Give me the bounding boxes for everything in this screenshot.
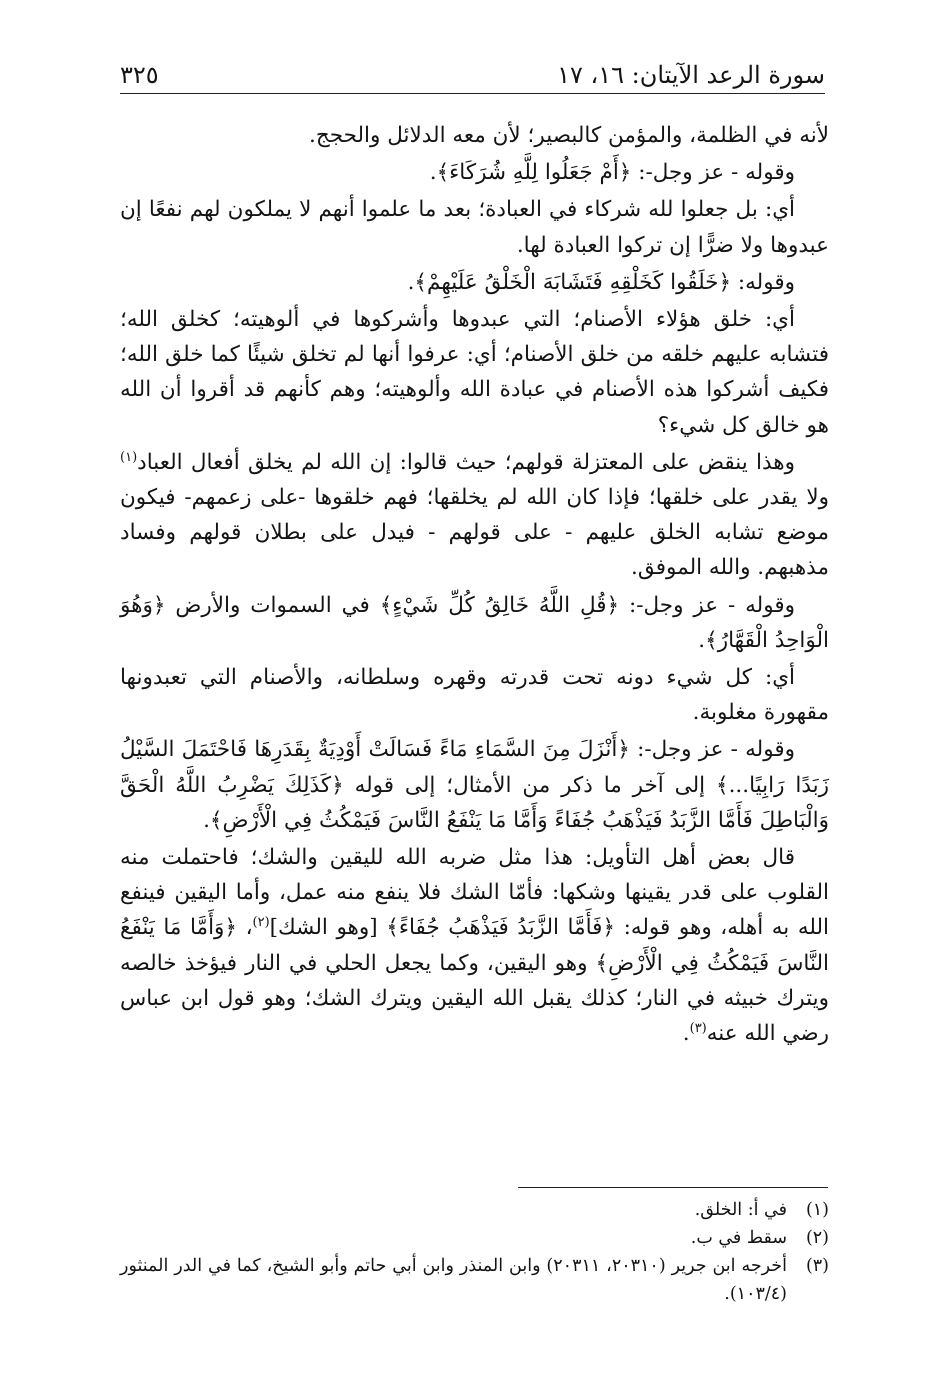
footnotes (120, 1196, 829, 1308)
footnote-ref: (٣) (689, 1020, 707, 1036)
paragraph-text: ، ﴿وَأَمَّا مَا يَنْفَعُ النَّاسَ فَيَمْكُثُ فِي الْأَرْضِ﴾ وهو اليقين، وكما يجعل الحلي في النار فيؤخذ خالصه ويترك خبيثه في النار؛ كذلك يقبل الله اليقين ويترك الشك؛ وهو قول ابن عباس رضي الله عنه (120, 915, 829, 1047)
main-text (120, 118, 829, 1051)
footnote-ref: (١) (120, 449, 138, 465)
paragraph: وقوله: ﴿خَلَقُوا كَخَلْقِهِ فَتَشَابَهَ الْخَلْقُ عَلَيْهِمْ﴾. (407, 269, 795, 295)
paragraph: أي: خلق هؤلاء الأصنام؛ التي عبدوها وأشركوها في ألوهيته؛ كخلق الله؛ فتشابه عليهم خلقه من خلق الأصنام؛ أي: عرفوا أنها لم تخلق شيئًا كما خلق الله؛ فكيف أشركوا هذه الأصنام في عبادة الله وألوهيته؛ وهم كأنهم قد أقروا أن الله هو خالق كل شيء؟ (120, 307, 829, 438)
paragraph-text: قال بعض أهل التأويل: هذا مثل ضربه الله لليقين والشك؛ فاحتملت منه القلوب على قدر يقينها وشكها: فأمّا الشك فلا ينفع منه عمل، وأما اليقين فينفع الله به أهله، وهو قوله: ﴿فَأَمَّا الزَّبَدُ فَيَذْهَبُ جُفَاءً﴾ [وهو الشك] (120, 845, 829, 941)
paragraph: أي: بل جعلوا لله شركاء في العبادة؛ بعد ما علموا أنهم لا يملكون لهم نفعًا إن عبدوها ولا ضرًّا إن تركوا العبادة لها. (120, 197, 829, 258)
page-header (120, 58, 825, 92)
footnote-rule (518, 1187, 828, 1188)
footnote-text: في أ: الخلق. (694, 1200, 787, 1220)
paragraph (120, 840, 829, 1051)
footnote (120, 1252, 829, 1308)
paragraph-text: وهذا ينقض على المعتزلة قولهم؛ حيث قالوا: إن الله لم يخلق أفعال العباد (137, 449, 795, 475)
footnote-text: أخرجه ابن جرير (٢٠٣١٠، ٢٠٣١١) وابن المنذر وابن أبي حاتم وأبو الشيخ، كما في الدر المنثور (١٠٣/٤). (120, 1256, 787, 1304)
paragraph-text: ولا يقدر على خلقها؛ فإذا كان الله لم يخلقها؛ فهم خلقوها -على زعمهم- فيكون موضع تشابه الخلق عليهم - على قولهم - فيدل على بطلان قولهم وفساد مذهبهم. والله الموفق. (120, 485, 829, 581)
paragraph: أي: كل شيء دونه تحت قدرته وقهره وسلطانه، والأصنام التي تعبدونها مقهورة مغلوبة. (120, 665, 829, 726)
footnote-number: (٣) (805, 1256, 829, 1276)
footnote (120, 1196, 829, 1224)
paragraph: وقوله - عز وجل-: ﴿أَنْزَلَ مِنَ السَّمَاءِ مَاءً فَسَالَتْ أَوْدِيَةٌ بِقَدَرِهَا فَاحْتَمَلَ السَّيْلُ زَبَدًا رَابِيًا...﴾ إلى آخر ما ذكر من الأمثال؛ إلى قوله ﴿كَذَلِكَ يَضْرِبُ اللَّهُ الْحَقَّ وَالْبَاطِلَ فَأَمَّا الزَّبَدُ فَيَذْهَبُ جُفَاءً وَأَمَّا مَا يَنْفَعُ النَّاسَ فَيَمْكُثُ فِي الْأَرْضِ﴾. (120, 737, 829, 833)
paragraph: وقوله - عز وجل-: ﴿أَمْ جَعَلُوا لِلَّهِ شُرَكَاءَ﴾. (429, 160, 795, 186)
footnote-text: سقط في ب. (690, 1228, 787, 1248)
paragraph (120, 445, 829, 586)
header-rule (120, 93, 825, 94)
footnote-number: (٢) (805, 1228, 829, 1248)
paragraph: لأنه في الظلمة، والمؤمن كالبصير؛ لأن معه الدلائل والحجج. (309, 123, 829, 148)
footnote-ref: (٢) (252, 915, 270, 931)
footnote-number: (١) (805, 1200, 829, 1220)
footnote (120, 1224, 829, 1252)
running-title: سورة الرعد الآيتان: ١٦، ١٧ (557, 61, 825, 89)
paragraph-text: . (682, 1021, 690, 1047)
paragraph: وقوله - عز وجل-: ﴿قُلِ اللَّهُ خَالِقُ كُلِّ شَيْءٍ﴾ في السموات والأرض ﴿وَهُوَ الْوَاحِدُ الْقَهَّارُ﴾. (120, 592, 829, 653)
page-number: ٣٢٥ (120, 61, 159, 89)
